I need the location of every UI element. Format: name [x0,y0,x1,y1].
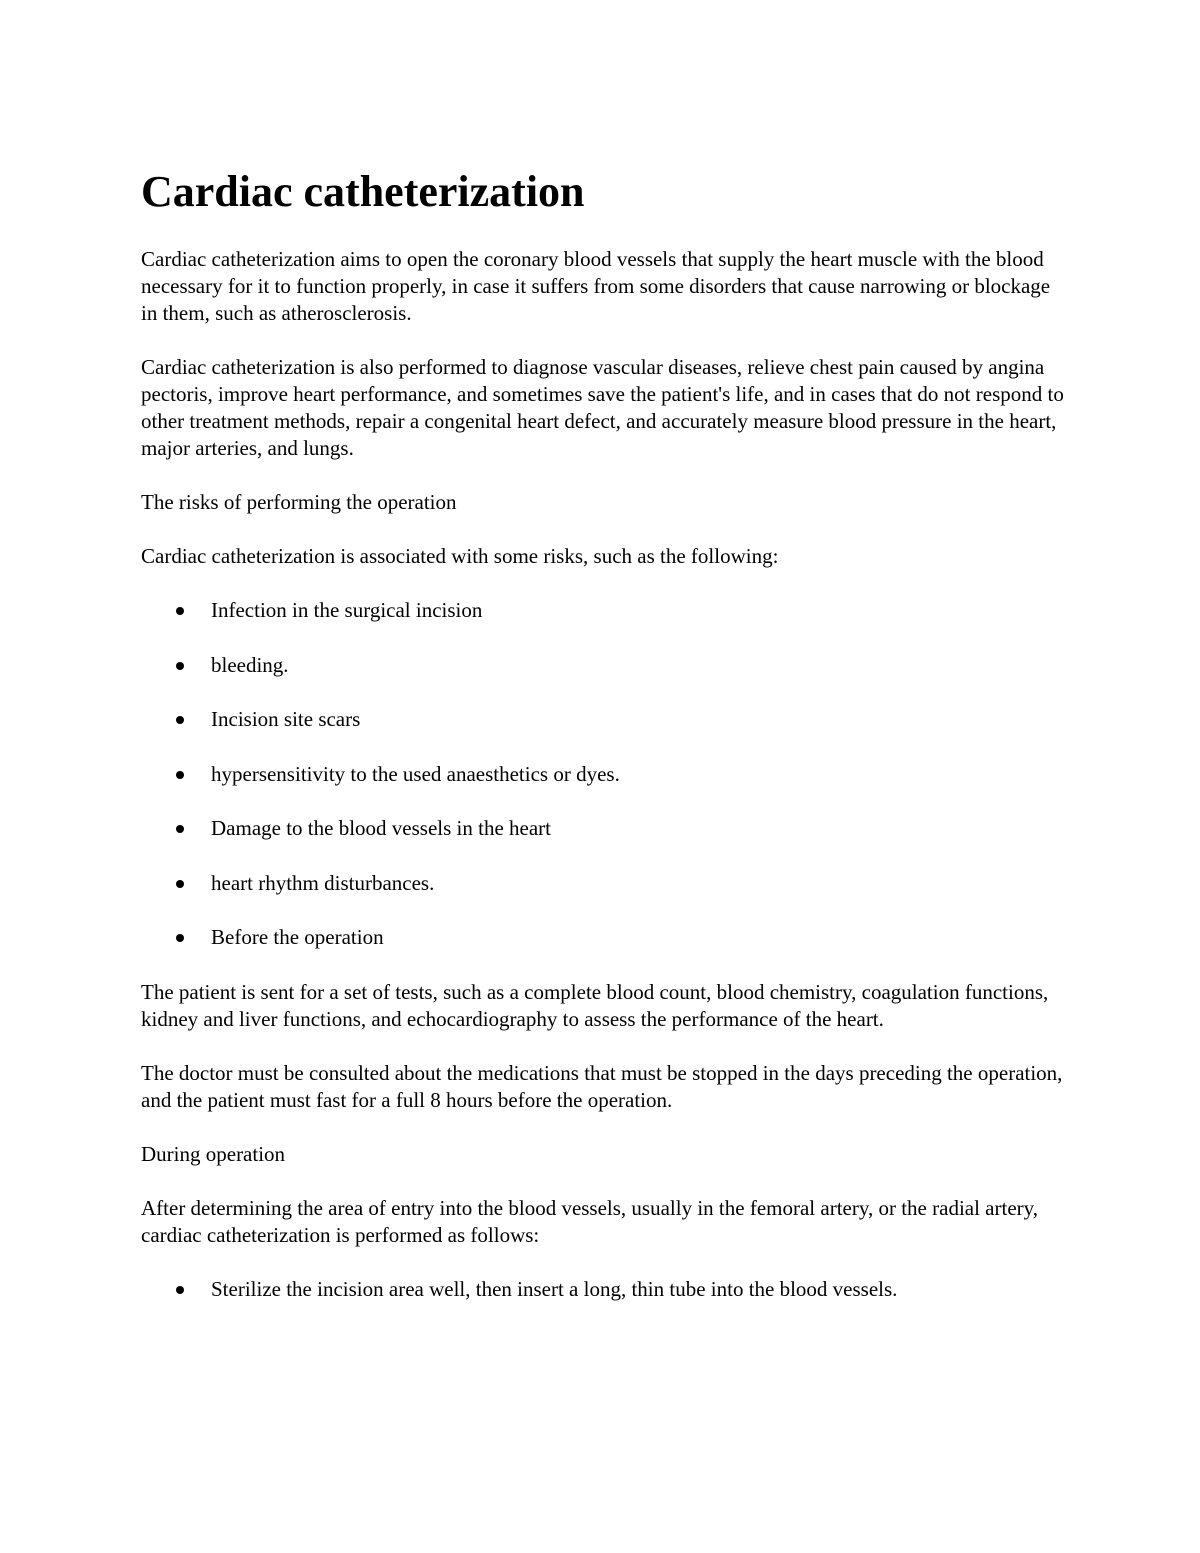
bullet-icon [176,1286,184,1294]
list-item-text: Infection in the surgical incision [211,598,483,623]
purpose-paragraph: Cardiac catheterization is also performed to diagnose vascular diseases, relieve chest pain caused by angina pectoris, improve heart performance, and sometimes save the patient's life, and in cases that do not respond to other treatment methods, repair a congenital heart defect, and accurately measure blood pressure in the heart, major arteries, and lungs. [141,355,1064,461]
risks-heading: The risks of performing the operation [141,490,457,515]
list-item [141,815,1071,842]
tests-paragraph: The patient is sent for a set of tests, such as a complete blood count, blood chemistry, coagulation functions, kidney and liver functions, and echocardiography to assess the performance of the heart. [141,979,1049,1031]
bullet-icon [176,716,184,724]
list-item-text: Sterilize the incision area well, then insert a long, thin tube into the blood vessels. [211,1276,898,1301]
bullet-icon [176,607,184,615]
list-item [141,1276,1071,1303]
steps-list [141,1276,1071,1303]
intro-paragraph: Cardiac catheterization aims to open the coronary blood vessels that supply the heart muscle with the blood necessary for it to function properly, in case it suffers from some disorders that cause narrowing or blockage in them, such as atherosclerosis. [141,247,1051,326]
list-item-text: Before the operation [211,925,384,950]
list-item-text: hypersensitivity to the used anaesthetics or dyes. [211,761,620,786]
list-item [141,761,1071,788]
list-item-text: bleeding. [211,652,289,677]
medications-paragraph: The doctor must be consulted about the medications that must be stopped in the days preceding the operation, and the patient must fast for a full 8 hours before the operation. [141,1060,1063,1112]
bullet-icon [176,662,184,670]
bullet-icon [176,880,184,888]
bullet-icon [176,825,184,833]
risks-intro-paragraph: Cardiac catheterization is associated with some risks, such as the following: [141,544,779,569]
list-item-text: Damage to the blood vessels in the heart [211,816,551,841]
risks-list [141,597,1071,951]
list-item-text: Incision site scars [211,707,361,732]
list-item [141,924,1071,951]
list-item [141,706,1071,733]
document-page [141,168,1071,1330]
bullet-icon [176,771,184,779]
procedure-intro-paragraph: After determining the area of entry into the blood vessels, usually in the femoral artery, or the radial artery, cardiac catheterization is performed as follows: [141,1195,1039,1247]
during-operation-heading: During operation [141,1141,286,1166]
list-item [141,597,1071,624]
list-item [141,870,1071,897]
bullet-icon [176,934,184,942]
document-title: Cardiac catheterization [141,167,585,216]
list-item-text: heart rhythm disturbances. [211,870,435,895]
list-item [141,652,1071,679]
